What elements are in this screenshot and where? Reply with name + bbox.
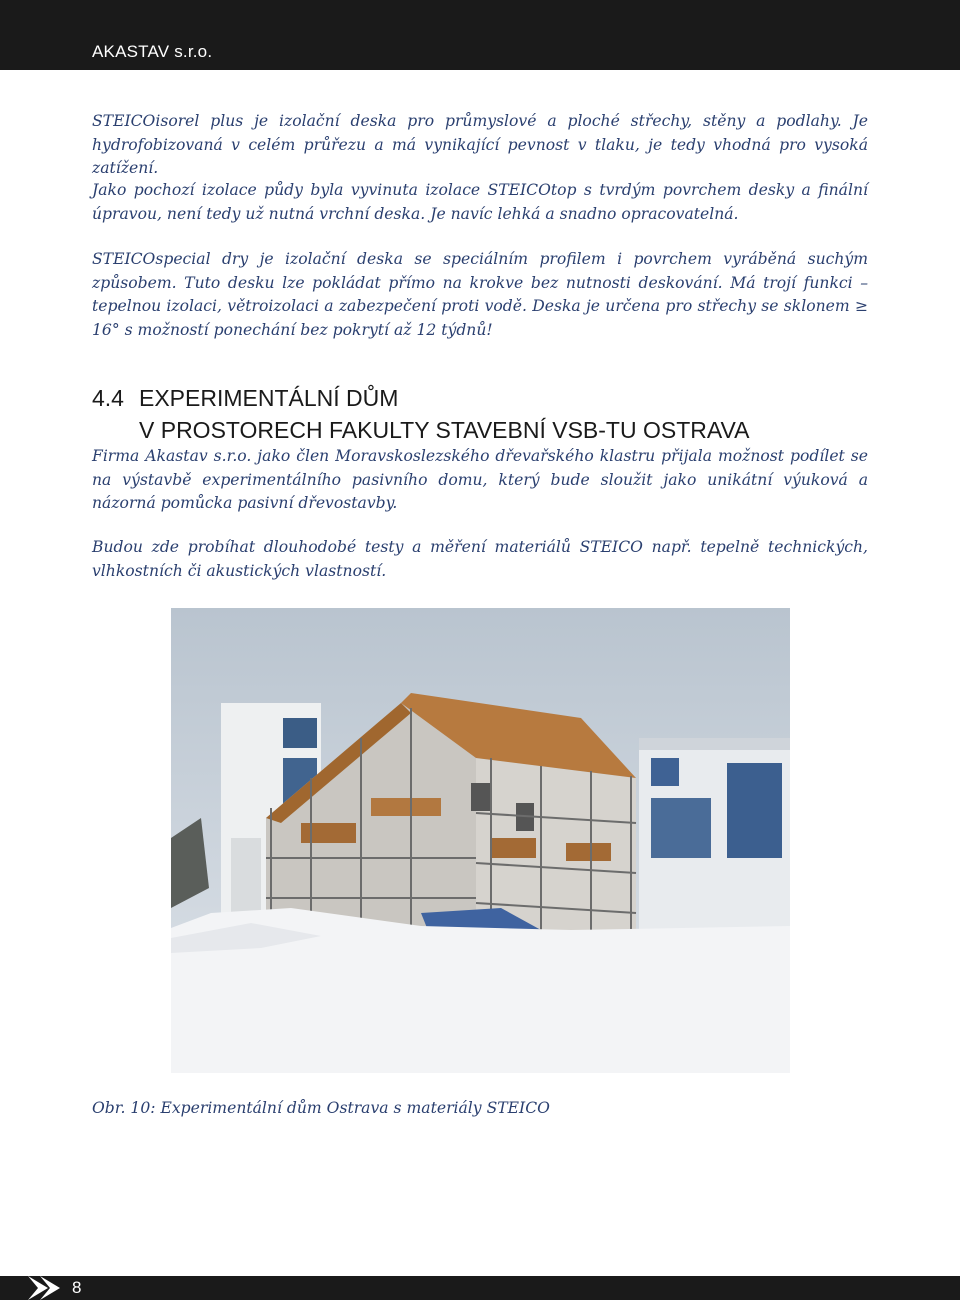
paragraph-steicotop: Jako pochozí izolace půdy byla vyvinuta izolace STEICOtop s tvrdým povrchem desky a finální úpravou, není tedy už nutná vrchní deska. Je navíc lehká a snadno opracovatelná. bbox=[92, 181, 868, 223]
paragraph-steicoisorel: STEICOisorel plus je izolační deska pro průmyslové a ploché střechy, stěny a podlahy. Je hydrofobizovaná v celém průřezu a má vynikající pevnost v tlaku, je tedy vhodná pro vysoká zatížení. bbox=[92, 112, 868, 178]
figure-caption: Obr. 10: Experimentální dům Ostrava s materiály STEICO bbox=[92, 1099, 550, 1117]
header-bar bbox=[0, 0, 960, 70]
section-title-line1: EXPERIMENTÁLNÍ DŮM bbox=[139, 385, 399, 411]
section-heading-line2 bbox=[139, 417, 749, 444]
section-title-line2: V PROSTORECH FAKULTY STAVEBNÍ VSB-TU OSTRAVA bbox=[139, 417, 750, 443]
paragraph-akastav: Firma Akastav s.r.o. jako člen Moravskoslezského dřevařského klastru přijala možnost podílet se na výstavbě experimentálního pasivního domu, který bude sloužit jako unikátní výuková a názorná pomůcka pasivní dřevostavby. bbox=[92, 447, 868, 513]
company-name: AKASTAV s.r.o. bbox=[92, 42, 213, 61]
section-heading bbox=[92, 385, 398, 412]
footer-bar bbox=[0, 1276, 960, 1300]
page-number: 8 bbox=[72, 1278, 82, 1297]
house-photo bbox=[171, 608, 790, 1073]
paragraph-tests: Budou zde probíhat dlouhodobé testy a měření materiálů STEICO např. tepelně technických, vlhkostních či akustických vlastností. bbox=[92, 538, 868, 580]
paragraph-steicospecial: STEICOspecial dry je izolační deska se speciálním profilem i povrchem vyráběná suchým způsobem. Tuto desku lze pokládat přímo na krokve bez nutnosti deskování. Má trojí funkci – tepelnou izolaci, větroizolaci a zabezpečení proti vodě. Deska je určena pro střechy se sklonem ≥ 16° s možností ponechání bez pokrytí až 12 týdnů! bbox=[92, 250, 868, 339]
right-building bbox=[639, 738, 790, 938]
section-number: 4.4 bbox=[92, 385, 124, 411]
chevron-right-icon bbox=[28, 1276, 62, 1300]
